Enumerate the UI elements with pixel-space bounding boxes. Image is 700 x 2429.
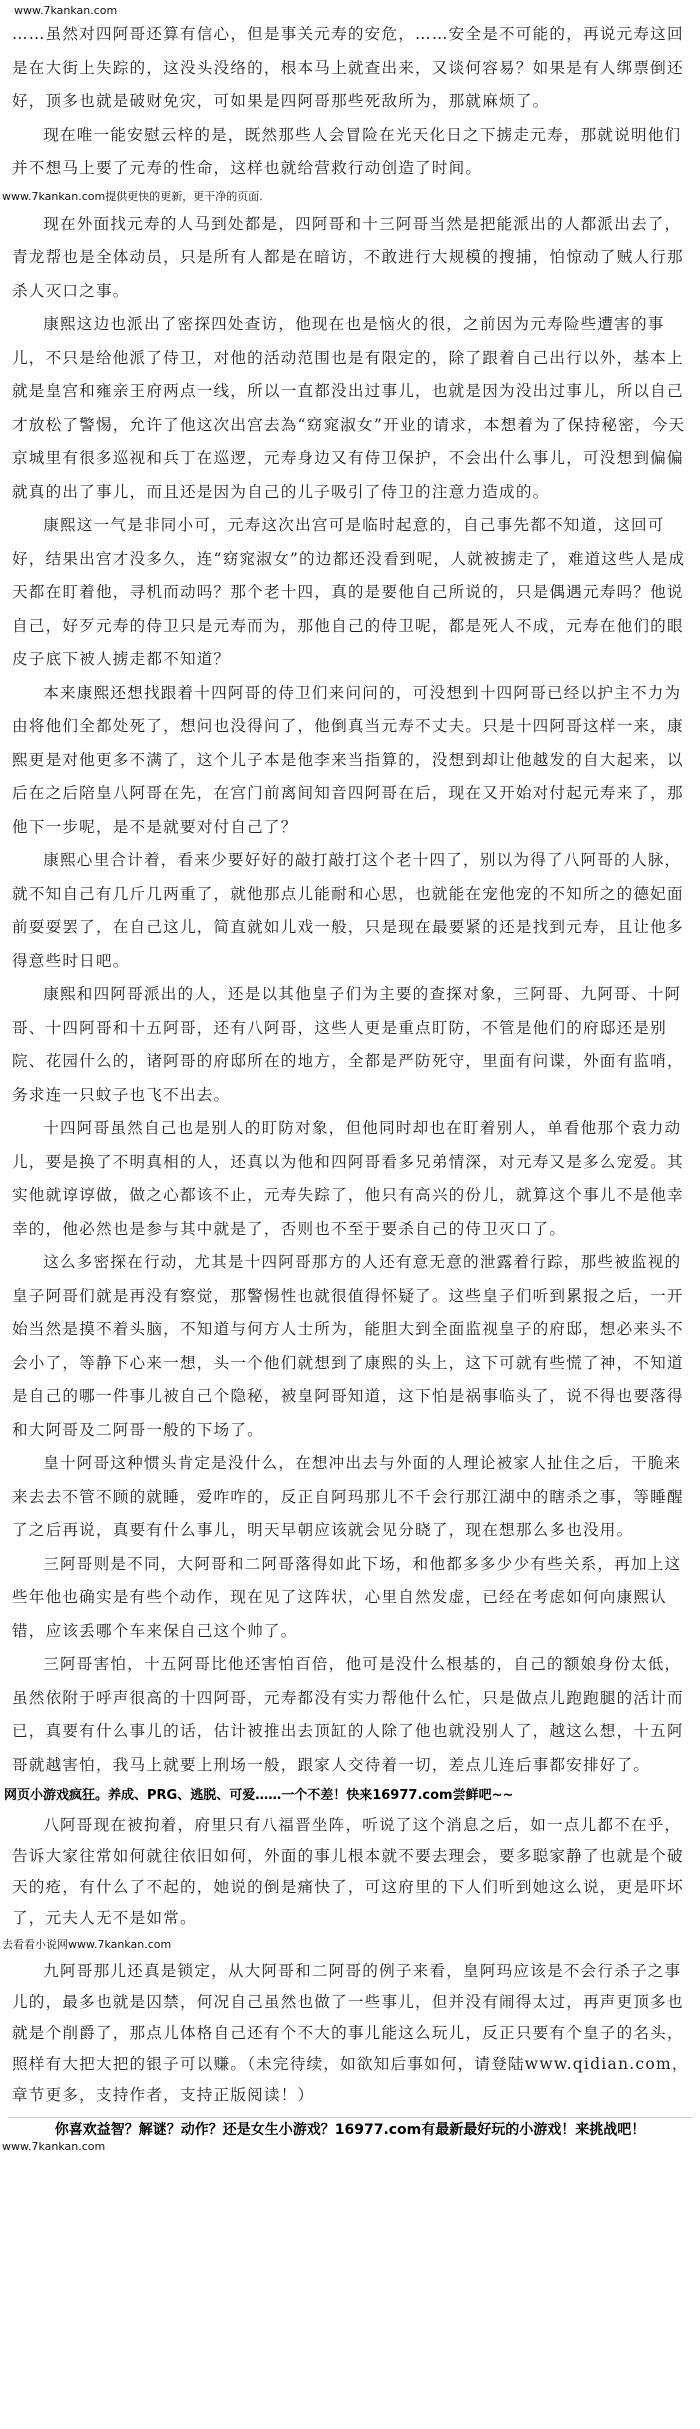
nav-ad-text: 去看看小说网www.7kankan.com <box>0 1938 700 1952</box>
paragraph: 三阿哥则是不同，大阿哥和二阿哥落得如此下场，和他都多多少少有些关系，再加上这些年他也确实是有些个动作，现在见了这阵状，心里自然发虚，已经在考虑如何向康熙认错，应该丢哪个车来保自己这个帅了。 <box>12 1554 682 1640</box>
paragraph: 八阿哥现在被拘着，府里只有八福晋坐阵，听说了这个消息之后，如一点儿都不在乎，告诉大家往常如何就往依旧如何，外面的事儿根本就不要去理会，要多聪家静了也就是个破天的疮，有什么了不起的，她说的倒是痛快了，可这府里的下人们听到她这么说，更是吓坏了，元夫人无不是如常。 <box>12 1816 684 1927</box>
game-ad-banner[interactable] <box>0 1786 700 1806</box>
game-ad-suffix: 尝鲜吧~~ <box>452 1788 514 1803</box>
paragraph: 现在外面找元寿的人马到处都是，四阿哥和十三阿哥当然是把能派出的人都派出去了，青龙帮也是全体动员，只是所有人都是在暗访，不敢进行大规模的搜捕，怕惊动了贼人行那杀人灭口之事。 <box>12 214 684 300</box>
paragraph: 三阿哥害怕，十五阿哥比他还害怕百倍，他可是没什么根基的，自己的额娘身份太低，虽然依附于呼声很高的十四阿哥，元寿都没有实力帮他什么忙，只是做点儿跑跑腿的活计而已，真要有什么事儿的话，估计被推出去顶缸的人除了他也就没别人了，越这么想，十五阿哥就越害怕，我马上就要上刑场一般，跟家人交待着一切，差点儿连后事都安排好了。 <box>12 1655 684 1774</box>
chapter-segment-1 <box>0 0 700 190</box>
site-watermark: www.7kankan.com <box>12 4 690 18</box>
site-watermark-footer: www.7kankan.com <box>0 2140 700 2154</box>
paragraph: 这么多密探在行动，尤其是十四阿哥那方的人还有意无意的泄露着行踪，那些被监视的皇子阿哥们就是再没有察觉，那警惕性也就很值得怀疑了。这些皇子们听到累报之后，一开始当然是摸不着头脑，不知道与何方人士所为，能胆大到全面监视皇子的府邸，想必来头不会小了，等静下心来一想，头一个他们就想到了康熙的头上，这下可就有些慌了神，不知道是自己的哪一件事儿被自己个隐秘，被皇阿哥知道，这下怕是祸事临头了，说不得也要落得和大阿哥及二阿哥一般的下场了。 <box>12 1253 684 1439</box>
paragraph: 康熙这边也派出了密探四处查访，他现在也是恼火的很，之前因为元寿险些遭害的事儿，不只是给他派了侍卫，对他的活动范围也是有限定的，除了跟着自己出行以外，基本上就是皇宫和雍亲王府两点一线，所以一直都没出过事儿，也就是因为没出过事儿，所以自己才放松了警惕，允许了他这次出宫去為“窈窕淑女”开业的请求，本想着为了保持秘密，今天京城里有很多巡视和兵丁在巡逻，元寿身边又有侍卫保护，不会出什么事儿，可没想到偏偏就真的出了事儿，而且还是因为自己的儿子吸引了侍卫的注意力造成的。 <box>12 315 686 501</box>
game-ad-text: 网页小游戏疯狂。养成、PRG、逃脱、可爱……一个不差！快来 <box>4 1788 373 1803</box>
paragraph: ……虽然对四阿哥还算有信心，但是事关元寿的安危，……安全是不可能的，再说元寿这回是在大街上失踪的，这没头没络的，根本马上就查出来，又谈何容易？如果是有人绑票倒还好，顶多也就是破财免灾，可如果是四阿哥那些死敌所为，那就麻烦了。 <box>12 25 684 110</box>
chapter-segment-4 <box>0 1952 700 2115</box>
bottom-ad-banner[interactable] <box>0 2120 700 2140</box>
bottom-ad-text: 你喜欢益智？解谜？动作？还是女生小游戏？ <box>54 2122 335 2138</box>
bottom-ad-link[interactable]: 16977.com <box>334 2122 422 2138</box>
paragraph: 十四阿哥虽然自己也是别人的盯防对象，但他同时却也在盯着别人，单看他那个袁力动儿，要是换了不明真相的人，还真以为他和四阿哥看多兄弟情深，对元寿又是多么宠爱。其实他就谆谆做，做之心都该不止，元寿失踪了，他只有高兴的份儿，就算这个事儿不是他幸幸的，他必然也是参与其中就是了，否则也不至于要杀自己的侍卫灭口了。 <box>12 1119 684 1238</box>
paragraph: 九阿哥那儿还真是锁定，从大阿哥和二阿哥的例子来看，皇阿玛应该是不会行杀子之事儿的，最多也就是囚禁，何况自己虽然也做了一些事儿，但并没有闹得太过，再声更顶多也就是个削爵了，那点儿体格自己还有个不大的事儿能这么玩儿，反正只要有个皇子的名头，照样有大把大把的银子可以赚。（未完待续，如欲知后事如何，请登陆www.qidian.com，章节更多，支持作者，支持正版阅读！） <box>12 1962 689 2104</box>
paragraph: 康熙心里合计着，看来少要好好的敲打敲打这个老十四了，别以为得了八阿哥的人脉，就不知自己有几斤几两重了，就他那点儿能耐和心思，也就能在宠他宠的不知所之的德妃面前耍耍罢了，在自己这儿，简直就如儿戏一般，只是现在最要紧的还是找到元寿，且让他多得意些时日吧。 <box>12 851 684 970</box>
paragraph: 现在唯一能安慰云梓的是，既然那些人会冒险在光天化日之下掳走元寿，那就说明他们并不想马上要了元寿的性命，这样也就给营救行动创造了时间。 <box>12 125 682 177</box>
paragraph: 康熙这一气是非同小可，元寿这次出宫可是临时起意的，自己事先都不知道，这回可好，结果出宫才没多久，连“窈窕淑女”的边都还没看到呢，人就被掳走了，难道这些人是成天都在盯着他，寻机而动吗？那个老十四，真的是要他自己所说的，只是偶遇元寿吗？他说自己，好歹元寿的侍卫只是元寿而为，那他自己的侍卫呢，都是死人不成，元寿在他们的眼皮子底下被人掳走都不知道？ <box>12 516 686 668</box>
bottom-ad-suffix: 有最新最好玩的小游戏！来挑战吧！ <box>421 2122 646 2138</box>
paragraph: 康熙和四阿哥派出的人，还是以其他皇子们为主要的查探对象，三阿哥、九阿哥、十阿哥、十四阿哥和十五阿哥，还有八阿哥，这些人更是重点盯防，不管是他们的府邸还是别院、花园什么的，诸阿哥的府邸所在的地方，全都是严防死守，里面有问谍，外面有监哨，务求连一只蚊子也飞不出去。 <box>12 985 684 1104</box>
paragraph: 皇十阿哥这种惯头肯定是没什么，在想冲出去与外面的人理论被家人扯住之后，干脆来来去去不管不顾的就睡，爱咋咋的，反正自阿玛那儿不千会行那江湖中的瞎杀之事，等睡醒了之后再说，真要有什么事儿，明天早朝应该就会见分晓了，现在想那么多也没用。 <box>12 1454 684 1539</box>
header-ad-text: www.7kankan.com提供更快的更新，更干净的页面. <box>0 190 700 204</box>
chapter-segment-3 <box>0 1806 700 1938</box>
paragraph: 本来康熙还想找跟着十四阿哥的侍卫们来问问的，可没想到十四阿哥已经以护主不力为由将他们全都处死了，想问也没得问了，他倒真当元寿不丈夫。只是十四阿哥这样一来，康熙更是对他更多不满了，这个儿子本是他李来当指算的，没想到却让他越发的自大起来，以后在之后陪皇八阿哥在先，在宫门前离间知音四阿哥在后，现在又开始对付起元寿来了，那他下一步呢，是不是就要对付自己了？ <box>12 683 684 836</box>
game-ad-link[interactable]: 16977.com <box>372 1788 453 1803</box>
chapter-segment-2 <box>0 204 700 1787</box>
divider <box>8 2117 692 2118</box>
